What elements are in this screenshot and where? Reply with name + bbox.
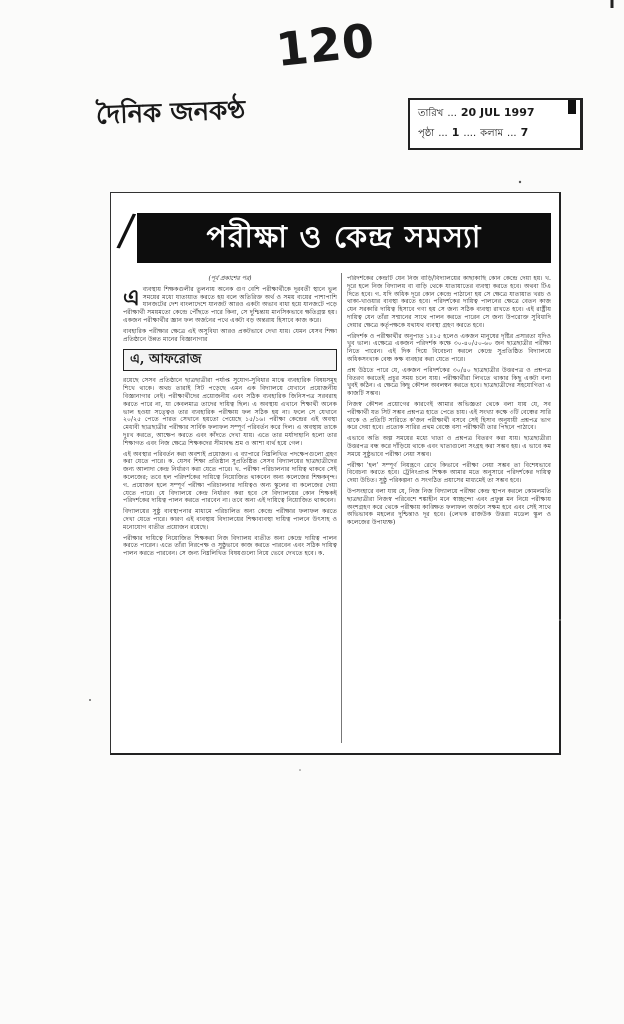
stamp-page-row: পৃষ্ঠা ... 1 .... কলাম ... 7 [418, 126, 528, 143]
article-paragraph: পরীক্ষার দায়িত্বে নিয়োজিত শিক্ষকরা নিজ বিদ্যালয় ব্যতীত অন্য কেন্দ্রে দায়িত্ব পালন করতে পারেন। এতে তাঁরা নিরপেক্ষ ও সুষ্ঠুভাবে কাজ করতে পারবেন এবং সঠিক দায়িত্ব পালন করতে পারবেন। সে জন্য নিম্নলিখিত বিষয়গুলো নিয়ে ভেবে দেখতে হবে। ক. [123, 534, 337, 558]
article-paragraph: এভাবে অতি অল্প সময়ের মধ্যে খাতা ও প্রশ্নপত্র বিতরণ করা যায়। ছাত্রছাত্রীরা উত্তরপত্র বন্ধ করে দাঁড়িয়ে থাকে এবং খাতাগুলো সংগ্রহ করা সম্ভব হয়। এ ভাবে কম সময়ে সুষ্ঠুভাবে পরীক্ষা নেয়া সম্ভব। [347, 435, 551, 458]
article-byline: এ, আফরোজ [123, 349, 337, 371]
headline-slash-mark: / [115, 204, 138, 257]
stamp-corner-mark [568, 100, 576, 114]
article-paragraph: প্রশ্ন উঠতে পারে যে, একজন পরিদর্শকের ৩০/৪০ ছাত্রছাত্রীর উত্তরপত্র ও প্রশ্নপত্র বিতরণ করতেই প্রচুর সময় চলে যায়। পরীক্ষার্থীরা লিখতে থাকার কিছু একটা বলা খুবই কঠিন। এ ক্ষেত্রে কিছু কৌশল অবলম্বন করতে হবে। ছাত্রছাত্রীদের সহযোগিতা এ কাজটি সম্ভব। [347, 366, 551, 398]
article-paragraph: রয়েছে সেসব প্রতিষ্ঠানে ছাত্রছাত্রীরা পর্যাপ্ত সুযোগ-সুবিধার মাঝে ব্যবহারিক বিষয়সমূহ শিখে থাকে। অথচ তারাই সিট পড়েছে এমন এক বিদ্যালয়ে যেখানে প্রয়োজনীয় বিজ্ঞানাগার নেই। পরীক্ষার্থীদের প্রয়োজনীয় এবং সঠিক ব্যবহারিক জিনিসপত্র সরবরাহ করতে পারে না, যা কেবলমাত্র তাদের দায়িত্ব ছিল। এ অবস্থায় এখানে শিক্ষার্থী অনেক ভাল হওয়া সত্ত্বেও তার ব্যবহারিক পরীক্ষায় ফল সঠিক হয় না। ফলে সে যেখানে ২০/২৫ পেতে পারত সেখানে হয়তো পেয়েছে ১৫/১৬। পরীক্ষা কেন্দ্রের এই অবস্থা মেধাবী ছাত্রছাত্রীর পরীক্ষার সার্বিক ফলাফল সম্পূর্ণ পরিবর্তন করে দিল। এ অবস্থায় তাকে দুঃখ করতে, আক্ষেপ করতে এবং কাঁদতে দেখা যায়। এতে তার মর্যাদাহানি হলো তার শিক্ষাগত এবং নিজ ক্ষেত্রে শিক্ষকদের সীমাবদ্ধ শ্রম ও আশা ব্যর্থ হয়ে গেল। [123, 377, 337, 447]
stamp-page-label: পৃষ্ঠা [418, 128, 435, 139]
article-paragraph: পরীক্ষা 'হল' সম্পূর্ণ নিয়ন্ত্রণে রেখে কিভাবে পরীক্ষা নেয়া সম্ভব তা বিশেষভাবে বিবেচনা করতে হবে। ট্রেনিংপ্রাপ্ত শিক্ষক আমার মতে অনুসারে পরিদর্শকের দায়িত্ব দেয়া উচিত। সুষ্ঠু পরিকল্পনা ও সংগঠিত প্রয়াসের মাধ্যমেই তা সম্ভব হবে। [347, 461, 551, 485]
drop-cap: এ [123, 284, 140, 311]
article-column-left [123, 275, 337, 745]
article-headline: পরীক্ষা ও কেন্দ্র সমস্যা [137, 213, 551, 263]
article-paragraph: উপসংহারে বলা যায় যে, নিজ নিজ বিদ্যালয়ে পরীক্ষা কেন্দ্র স্থাপন করলে কোমলমতি ছাত্রছাত্রীরা নিজস্ব পরিবেশে শঙ্কাহীন মনে স্বাচ্ছন্দ্যে এবং প্রফুল্ল মন নিয়ে পরীক্ষায় অংশগ্রহণ করে থেকে পরীক্ষায় কাঙ্ক্ষিত ফলাফল অর্জনে সক্ষম হবে এবং সেই সাথে অভিভাবক মহলের দুশ্চিন্তাও দূর হবে। (লেখক রাজউক উত্তরা মডেল স্কুল ও কলেজের উপাধ্যক্ষ) [347, 487, 551, 527]
article-paragraph: এই অবস্থার পরিবর্তন করা অবশ্যই প্রয়োজন। এ ব্যাপারে নিম্নলিখিত পদক্ষেপগুলো গ্রহণ করা যেতে পারে। ক. যেসব শিক্ষা প্রতিষ্ঠান সুপ্রতিষ্ঠিত সেসব বিদ্যালয়ের ছাত্রছাত্রীদের জন্য আলাদা কেন্দ্র নির্ধারণ করা যেতে পারে। খ. পরীক্ষা পরিচালনার দায়িত্ব থাকবে সেই কলেজের; তবে হল পরিদর্শকের দায়িত্বে নিয়োজিত থাকবেন অন্য কলেজের শিক্ষকবৃন্দ। গ. প্রয়োজন হলে সম্পূর্ণ পরীক্ষা পরিচালনার দায়িত্বও অন্য স্কুলের বা কলেজের দেয়া যেতে পারে। যে বিদ্যালয়ে কেন্দ্র নির্ধারণ করা হবে সে বিদ্যালয়ের কোন শিক্ষকই পরিদর্শকের দায়িত্ব পালন করতে পারবেন না। তবে অন্য এই দায়িত্বে নিয়োজিত থাকবেন। [123, 450, 337, 505]
stamp-page-value: 1 [451, 126, 460, 139]
newspaper-masthead: দৈনিক জনকণ্ঠ [95, 95, 246, 131]
column-divider [341, 273, 342, 743]
newspaper-clipping [110, 192, 561, 755]
stamp-column-value: 7 [520, 126, 529, 139]
article-paragraph: পরিদর্শকের কেন্দ্রটি যেন নিজ বাড়ি/বিদ্যালয়ের কাছাকাছি কোন কেন্দ্রে দেয়া হয়। খ. দূরে হলে নিজ বিদ্যালয় বা বাড়ি থেকে যাতায়াতের ব্যবস্থা করতে হবে। অথবা টিএ দিতে হবে। গ. যদি অধিক দূরে কোন কেন্দ্রে পাঠানো হয় সে ক্ষেত্রে যাতায়াত খরচ ও থাকা-খাওয়ার ব্যবস্থা করতে হবে। পরিদর্শকের দায়িত্ব পালনের ক্ষেত্রে বেতন কাজ যেন সরকারি দায়িত্ব হিসাবে গণ্য হয় সে জন্য সঠিক ব্যবস্থা রাখতে হবে। এই রাষ্ট্রীয় দায়িত্ব যেন তাঁরা সম্মানের সাথে পালন করতে পারেন সে জন্য উপরোক্ত সুবিধাদি দেয়ার ক্ষেত্রে কর্তৃপক্ষকে যথাযথ ব্যবস্থা গ্রহণ করতে হবে। [347, 275, 551, 329]
handwritten-page-number: 120 [273, 12, 378, 78]
article-paragraph: ব্যবহারিক পরীক্ষার ক্ষেত্রে এই অসুবিধা আরও প্রকটভাবে দেখা যায়। যেমন যেসব শিক্ষা প্রতিষ্ঠানে উন্নত মানের বিজ্ঞানাগার [123, 327, 337, 343]
article-paragraph: বিদ্যালয়ের সুষ্ঠু ব্যবস্থাপনার মাধ্যমে পরিচালিত অন্য কেন্দ্রে পরীক্ষার ফলাফল করতে দেখা যেতে পারে। কারণ এই ব্যবস্থায় বিদ্যালয়ের শিক্ষাব্যবস্থা দায়িত্ব পালনে উৎসাহ ও মনোযোগ ব্যতীত প্রয়োজন রয়েছে। [123, 508, 337, 531]
stamp-column-label: কলাম [480, 128, 504, 139]
date-stamp [408, 98, 583, 150]
continued-note: (পূর্ব প্রকাশের পর) [208, 275, 252, 282]
article-column-right [347, 275, 551, 745]
stamp-date-value: 20 JUL 1997 [460, 106, 535, 119]
article-paragraph: নিজস্ব কৌশল প্রয়োগের কারণেই আমার অভিজ্ঞতা থেকে বলা যায় যে, সব পরীক্ষার্থী যত সিট সম্ভব প্রশ্নপত্র হাতে পেতে চায়। এই সংখ্যা কক্ষে ৩টি বেঞ্চের সারি থাকে ও প্রতিটি সারিতে ক'জন পরীক্ষার্থী বসবে সেই হিসাব অনুযায়ী প্রশ্নপত্র ভাগ করে দেয়া হবে। প্রত্যেক সারির প্রথম বেঞ্চে বসা পরীক্ষার্থী তার পিছনে পাঠাবে। [347, 400, 551, 432]
stamp-date-row: তারিখ ... 20 JUL 1997 [418, 106, 535, 123]
article-paragraph: পরিদর্শক ও পরীক্ষার্থীর অনুপাত ১ঃ১৫ হলেও একজন মানুষের দৃষ্টির প্রসারতা যদিও খুব ভাল। এক্ষেত্রে একজন পরিদর্শক কক্ষে ৩০-৪০/৫০-৬০ জন ছাত্রছাত্রীর পরীক্ষা নিতে পারেন। এই দিক দিয়ে বিবেচনা করলে কেন্দ্রে সুপ্রতিষ্ঠিত বিদ্যালয়ে অধিকসংখ্যক বেঞ্চ কক্ষ ব্যবহার করা যেতে পারে। [347, 332, 551, 363]
article-paragraph: এব্যবস্থায় শিক্ষকগুলীর তুলনায় অনেক গুণ বেশি পরীক্ষার্থীকে দূরবর্তী স্থানে ভুল সময়ের মধ্যে যাতায়াত করতে হয় বলে অতিরিক্ত অর্থ ও সময় ব্যয়ের পাশাপাশি যানজটের দেশ বাংলাদেশে যানজট আরও একটা অভাব বাধা হয়ে যানজটে পড়ে পরীক্ষার্থী সময়মতো কেন্দ্রে পৌঁছতে পারে কিনা, সে দুশ্চিন্তায় মানসিকভাবে ক্ষতিগ্রস্ত হয়। একজন পরীক্ষার্থীর জ্ঞান ফল অর্জনের পথে একটা বড় অন্তরায় হিসাবে কাজ করে। [123, 284, 337, 324]
stamp-date-label: তারিখ [418, 108, 444, 119]
